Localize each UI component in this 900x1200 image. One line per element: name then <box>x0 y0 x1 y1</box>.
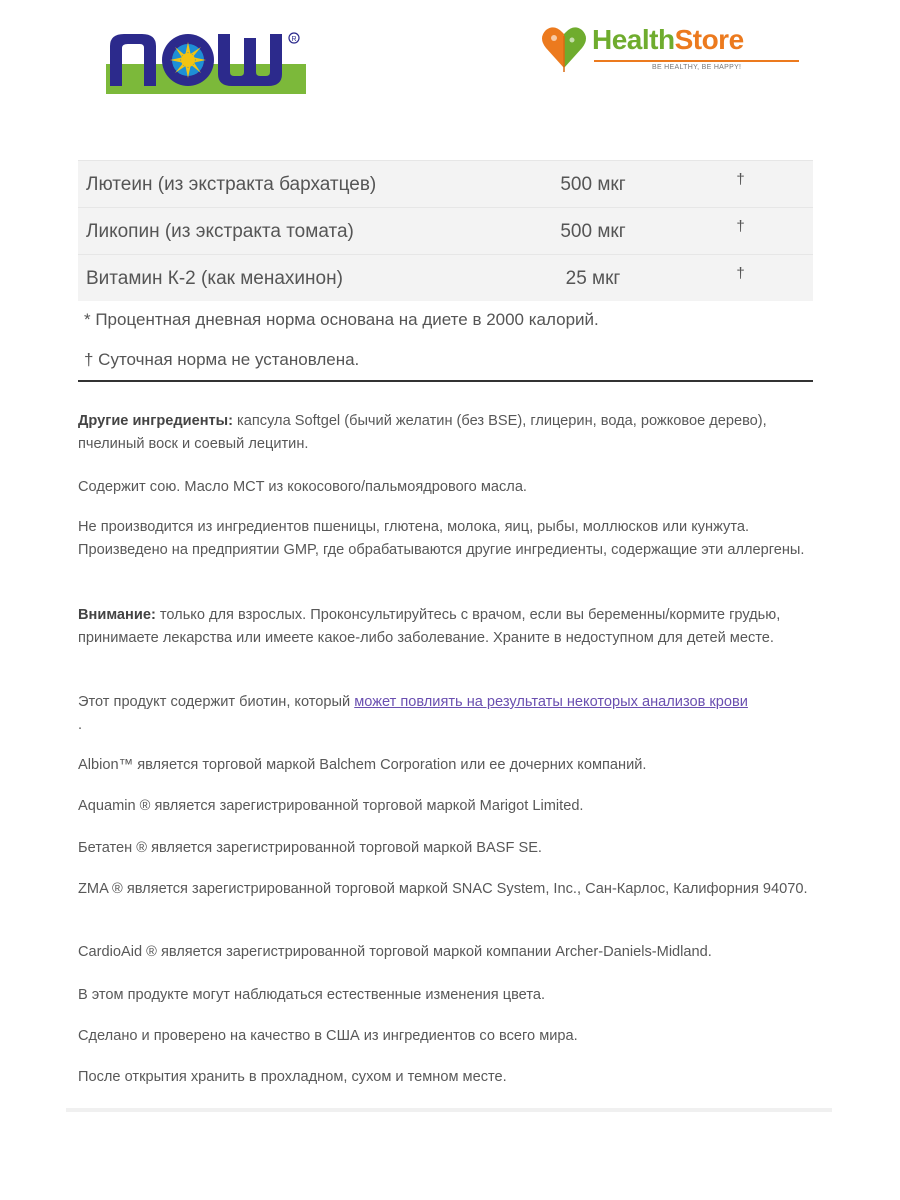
other-ingredients-paragraph <box>78 410 818 456</box>
nutrient-daily-value: † <box>736 218 745 235</box>
warning-text: только для взрослых. Проконсультируйтесь с врачом, если вы беременны/кормите грудью, принимаете лекарства или имеете какое-либо заболевание. Храните в недоступном для детей месте. <box>78 607 781 646</box>
albion-paragraph: Albion™ является торговой маркой Balchem Corporation или ее дочерних компаний. <box>78 757 647 773</box>
brand-store: Store <box>674 24 744 55</box>
healthstore-wordmark <box>592 24 744 56</box>
brand-health: Health <box>592 24 675 55</box>
zma-paragraph: ZMA ® является зарегистрированной торговой маркой SNAC System, Inc., Сан-Карлос, Калифорния 94070. <box>78 881 808 897</box>
heart-leaf-icon <box>540 22 588 74</box>
allergens-paragraph: Не производится из ингредиентов пшеницы, глютена, молока, яиц, рыбы, моллюсков или кунжута. Произведено на предприятии GMP, где обрабатываются другие ингредиенты, содержащие эти аллергены. <box>78 519 805 558</box>
healthstore-logo <box>540 22 805 84</box>
biotin-paragraph <box>78 691 818 737</box>
table-row <box>78 160 813 207</box>
other-ingredients-label: Другие ингредиенты: <box>78 413 233 429</box>
brand-tagline: BE HEALTHY, BE HAPPY! <box>652 64 742 71</box>
biotin-link[interactable]: может повлиять на результаты некоторых анализов крови <box>354 694 748 710</box>
table-row <box>78 254 813 301</box>
nutrient-daily-value: † <box>736 171 745 188</box>
daily-value-note: * Процентная дневная норма основана на диете в 2000 калорий. <box>84 310 599 329</box>
nutrient-name: Витамин К-2 (как менахинон) <box>86 268 343 289</box>
cardioaid-paragraph: CardioAid ® является зарегистрированной торговой маркой компании Archer-Daniels-Midland. <box>78 944 712 960</box>
nutrient-amount: 500 мкг <box>560 221 626 242</box>
betatene-paragraph: Бетатен ® является зарегистрированной торговой маркой BASF SE. <box>78 840 542 856</box>
other-ingredients-text: капсула Softgel (бычий желатин (без BSE), глицерин, вода, рожковое дерево), пчелиный воск и соевый лецитин. <box>78 413 767 452</box>
made-in-usa-paragraph: Сделано и проверено на качество в США из ингредиентов со всего мира. <box>78 1028 578 1044</box>
biotin-text: Этот продукт содержит биотин, который <box>78 694 355 710</box>
nutrient-name: Лютеин (из экстракта бархатцев) <box>86 174 377 195</box>
aquamin-paragraph: Aquamin ® является зарегистрированной торговой маркой Marigot Limited. <box>78 798 584 814</box>
warning-paragraph <box>78 604 818 650</box>
divider <box>78 380 813 382</box>
table-row <box>78 207 813 254</box>
bottom-divider <box>66 1108 832 1112</box>
soy-paragraph: Содержит сою. Масло MCT из кокосового/пальмоядрового масла. <box>78 479 527 495</box>
now-logo <box>106 28 318 94</box>
nutrient-amount: 500 мкг <box>560 174 626 195</box>
nutrient-daily-value: † <box>736 265 745 282</box>
warning-label: Внимание: <box>78 607 156 623</box>
not-established-note: † Суточная норма не установлена. <box>84 350 360 369</box>
nutrient-table <box>78 160 813 301</box>
biotin-suffix: . <box>78 717 83 733</box>
nutrient-name: Ликопин (из экстракта томата) <box>86 221 354 242</box>
nutrient-amount: 25 мкг <box>565 268 621 289</box>
svg-text:R: R <box>291 36 297 43</box>
storage-paragraph: После открытия хранить в прохладном, сухом и темном месте. <box>78 1069 507 1085</box>
color-paragraph: В этом продукте могут наблюдаться естественные изменения цвета. <box>78 987 546 1003</box>
brand-underline <box>594 60 799 62</box>
